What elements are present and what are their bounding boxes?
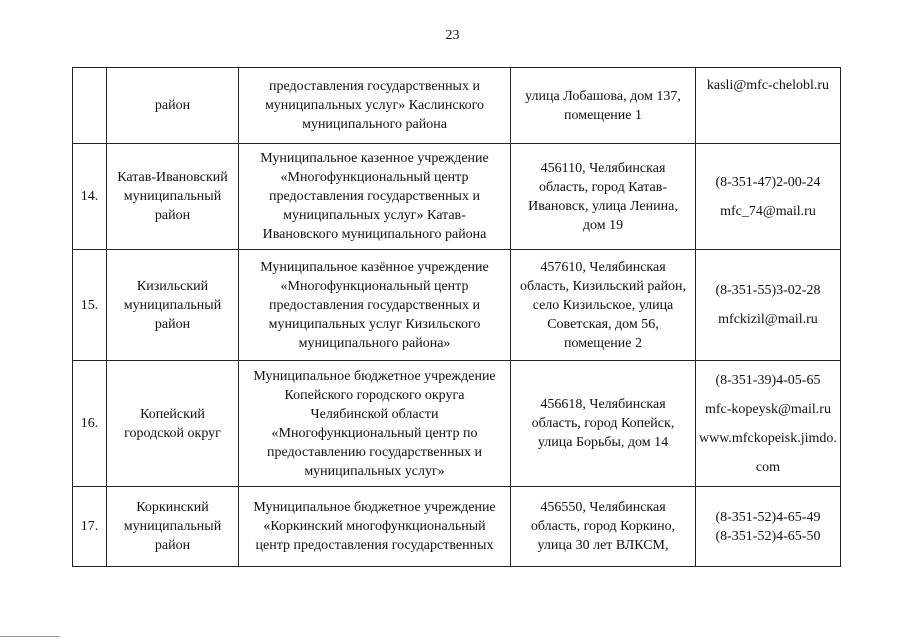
cell-line: дом 19: [582, 217, 624, 233]
cell-line: предоставления государственных и: [269, 79, 480, 94]
cell-line: район: [154, 208, 191, 223]
contacts-cell: [696, 487, 841, 567]
cell-line: предоставлению государственных и: [267, 444, 482, 460]
row-number-cell: [73, 68, 107, 144]
cell-line: Коркинский: [136, 500, 209, 515]
cell-line: Копейский: [140, 406, 205, 422]
cell-line: область, город Коркино,: [530, 519, 676, 534]
cell-line: com: [755, 459, 781, 475]
cell-line: Ивановск, улица Ленина,: [528, 198, 678, 214]
cell-line: область, Кизильский район,: [519, 278, 687, 294]
cell-line: «Многофункциональный центр: [280, 278, 469, 294]
organization-cell: [239, 487, 511, 567]
cell-line: муниципального района»: [298, 335, 451, 351]
cell-line: область, город Копейск,: [531, 416, 675, 431]
cell-line: 457610, Челябинская: [540, 259, 666, 275]
table-row: [73, 250, 841, 361]
cell-line: kasli@mfc-chelobl.ru: [706, 78, 830, 93]
municipality-cell: [107, 68, 239, 144]
cell-line: район: [154, 98, 191, 113]
cell-line: район: [154, 316, 191, 332]
cell-line: городской округ: [124, 425, 221, 441]
cell-line: Муниципальное бюджетное учреждение: [253, 500, 496, 515]
address-cell: [511, 361, 696, 487]
cell-line: муниципальных услуг Кизильского: [268, 316, 481, 332]
row-number-cell: 17.: [73, 487, 107, 567]
cell-line: муниципальных услуг»: [304, 463, 445, 479]
cell-line: предоставления государственных и: [269, 297, 480, 313]
cell-line: муниципальных услуг» Катав-: [283, 208, 466, 223]
address-cell: [511, 487, 696, 567]
table-row: [73, 68, 841, 144]
cell-line: Челябинской области: [310, 406, 439, 422]
mfc-table: [72, 67, 841, 567]
cell-line: mfckizil@mail.ru: [718, 312, 818, 327]
cell-line: район: [154, 538, 191, 553]
address-cell: [511, 250, 696, 361]
cell-line: (8-351-55)3-02-28: [715, 283, 821, 298]
cell-line: (8-351-39)4-05-65: [715, 372, 821, 388]
municipality-cell: [107, 361, 239, 487]
cell-line: «Многофункциональный центр по: [271, 425, 478, 441]
row-number-cell: 16.: [73, 361, 107, 487]
cell-line: Кизильский: [136, 278, 209, 294]
organization-cell: [239, 250, 511, 361]
cell-line: область, город Катав-: [538, 179, 668, 195]
row-number-cell: 14.: [73, 144, 107, 250]
cell-line: 456618, Челябинская: [540, 397, 666, 412]
organization-cell: [239, 144, 511, 250]
cell-line: «Многофункциональный центр: [280, 170, 469, 185]
cell-line: муниципальный: [123, 297, 222, 313]
cell-line: муниципальных услуг» Каслинского: [264, 98, 485, 113]
municipality-cell: [107, 250, 239, 361]
contacts-cell: [696, 68, 841, 144]
organization-cell: [239, 361, 511, 487]
cell-line: 456110, Челябинская: [540, 160, 666, 176]
table-row: [73, 144, 841, 250]
cell-line: (8-351-52)4-65-49: [715, 509, 821, 525]
address-cell: [511, 144, 696, 250]
cell-line: помещение 1: [564, 107, 642, 123]
cell-line: 456550, Челябинская: [540, 500, 666, 515]
row-number-cell: 15.: [73, 250, 107, 361]
cell-line: (8-351-47)2-00-24: [715, 174, 821, 190]
cell-line: муниципальный: [123, 519, 222, 534]
cell-line: www.mfckopeisk.jimdo.: [699, 430, 837, 446]
cell-line: село Кизильское, улица: [532, 297, 674, 313]
cell-line: муниципального района: [302, 117, 447, 132]
contacts-cell: [696, 250, 841, 361]
cell-line: (8-351-52)4-65-50: [715, 528, 821, 544]
organization-cell: [239, 68, 511, 144]
cell-line: помещение 2: [564, 335, 642, 351]
page-number: 23: [445, 28, 460, 43]
cell-line: mfc-kopeysk@mail.ru: [704, 401, 831, 417]
table-row: [73, 487, 841, 567]
footnote-rule: [0, 636, 60, 637]
municipality-cell: [107, 144, 239, 250]
cell-line: муниципальный: [123, 189, 222, 204]
cell-line: Катав-Ивановский: [117, 170, 228, 185]
cell-line: Муниципальное бюджетное учреждение: [253, 368, 496, 384]
contacts-cell: [696, 144, 841, 250]
cell-line: «Коркинский многофункциональный: [263, 519, 486, 534]
municipality-cell: [107, 487, 239, 567]
cell-line: Копейского городского округа: [284, 387, 465, 403]
cell-line: Советская, дом 56,: [547, 316, 659, 332]
cell-line: центр предоставления государственных: [255, 538, 494, 553]
cell-line: Ивановского муниципального района: [262, 227, 487, 242]
cell-line: улица Лобашова, дом 137,: [525, 88, 681, 104]
contacts-cell: [696, 361, 841, 487]
cell-line: улица Борьбы, дом 14: [537, 435, 669, 450]
cell-line: Муниципальное казённое учреждение: [260, 259, 489, 275]
cell-line: mfc_74@mail.ru: [720, 203, 816, 219]
cell-line: Муниципальное казенное учреждение: [260, 151, 489, 166]
address-cell: [511, 68, 696, 144]
table-row: [73, 361, 841, 487]
cell-line: предоставления государственных и: [269, 189, 480, 204]
cell-line: улица 30 лет ВЛКСМ,: [537, 538, 669, 553]
